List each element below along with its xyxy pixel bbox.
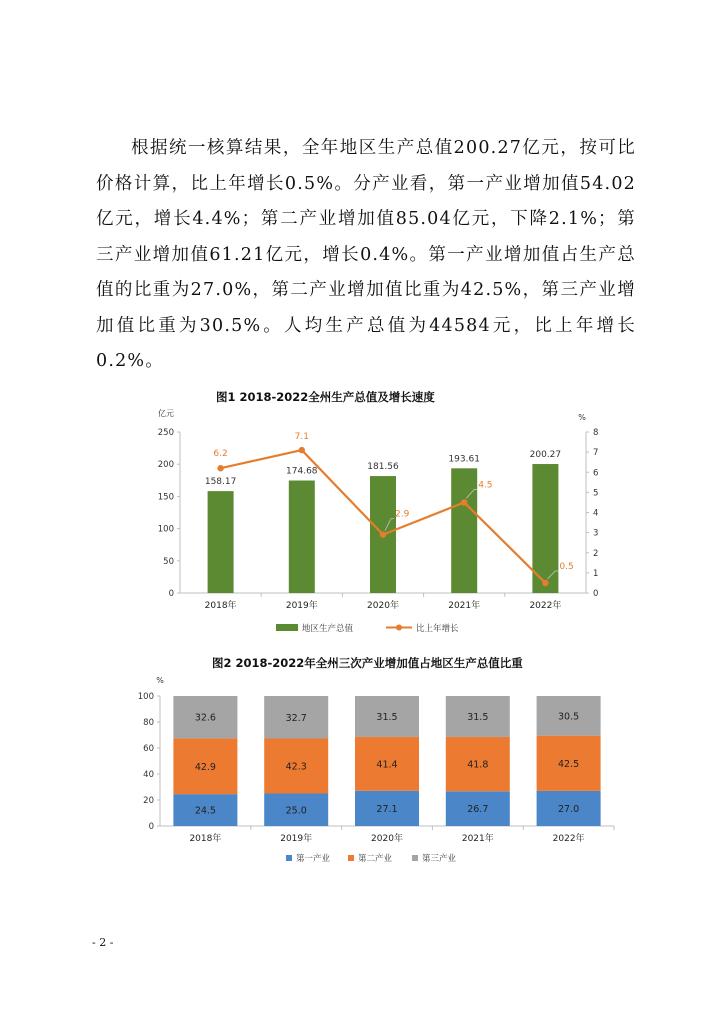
chart2-legend-swatch xyxy=(412,855,418,861)
chart2-segment-label: 32.6 xyxy=(194,712,216,724)
chart1-bar-label: 193.61 xyxy=(448,454,480,465)
chart2-segment-label: 24.5 xyxy=(194,805,216,817)
chart1-y-tick-label: 200 xyxy=(157,460,174,471)
chart2-y-tick-label: 20 xyxy=(143,796,154,806)
chart2-segment-label: 32.7 xyxy=(285,712,307,724)
chart1-growth-label: 4.5 xyxy=(478,480,493,491)
chart1-bar xyxy=(208,491,234,593)
chart2-segment-label: 41.4 xyxy=(376,759,398,771)
chart1-y2-tick-label: 0 xyxy=(593,589,599,599)
chart1-gdp-growth xyxy=(0,398,724,658)
chart2-legend-swatch xyxy=(348,855,354,861)
chart2-title: 图2 2018-2022年全州三次产业增加值占地区生产总值比重 xyxy=(212,656,523,670)
chart1-bar-label: 158.17 xyxy=(204,477,237,488)
chart2-segment-label: 26.7 xyxy=(467,804,489,816)
chart1-y2-tick-label: 3 xyxy=(593,528,599,539)
chart1-growth-point xyxy=(461,499,467,505)
chart1-y2-tick-label: 5 xyxy=(593,488,599,499)
chart2-segment-label: 31.5 xyxy=(467,711,489,723)
chart2-legend-label: 第二产业 xyxy=(358,854,393,864)
chart1-growth-point xyxy=(380,531,386,537)
chart1-y-tick-label: 150 xyxy=(157,492,174,503)
chart2-x-tick-label: 2018年 xyxy=(189,834,222,844)
chart2-industry-share xyxy=(0,668,724,898)
chart2-legend-label: 第一产业 xyxy=(296,854,331,864)
chart1-growth-point xyxy=(542,580,548,586)
chart1-x-tick-label: 2019年 xyxy=(285,601,318,611)
chart2-segment-label: 31.5 xyxy=(376,711,398,723)
chart1-bar xyxy=(451,468,477,593)
chart1-y2-tick-label: 6 xyxy=(593,468,599,479)
chart1-y-tick-label: 50 xyxy=(163,556,174,567)
chart2-y-tick-label: 60 xyxy=(143,744,154,754)
chart1-x-tick-label: 2018年 xyxy=(204,601,237,611)
page-number: - 2 - xyxy=(92,936,114,949)
chart1-x-tick-label: 2020年 xyxy=(367,601,399,611)
chart2-x-tick-label: 2021年 xyxy=(461,834,494,844)
chart2-y-tick-label: 100 xyxy=(137,692,154,702)
chart2-x-tick-label: 2020年 xyxy=(371,834,403,844)
chart1-y-unit: 亿元 xyxy=(158,409,174,418)
chart1-y-tick-label: 100 xyxy=(157,524,174,535)
chart2-y-tick-label: 0 xyxy=(148,822,154,832)
chart1-x-tick-label: 2021年 xyxy=(448,601,481,611)
chart2-segment-label: 27.1 xyxy=(376,803,398,815)
body-paragraph: 根据统一核算结果，全年地区生产总值200.27亿元，按可比价格计算，比上年增长0.5%。分产业看，第一产业增加值54.02亿元，增长4.4%；第二产业增加值85.04亿元，下降2.1%；第三产业增加值61.21亿元，增长0.4%。第一产业增加值占生产总值的比重为27.0%，第二产业增加值比重为42.5%，第三产业增加值比重为30.5%。人均生产总值为44584元，比上年增长0.2%。 xyxy=(96,138,636,371)
chart1-bar-label: 200.27 xyxy=(529,450,562,461)
chart1-growth-label: 2.9 xyxy=(395,509,410,520)
chart1-y2-tick-label: 4 xyxy=(593,508,599,519)
chart1-legend-swatch-bars xyxy=(276,624,298,631)
chart2-segment-label: 42.9 xyxy=(194,761,216,773)
chart1-bar-label: 181.56 xyxy=(367,462,399,473)
chart2-segment-label: 41.8 xyxy=(467,759,489,771)
chart2-segment-label: 27.0 xyxy=(558,803,580,815)
chart1-bar-label: 174.68 xyxy=(286,466,318,477)
chart2-y-unit: % xyxy=(156,676,164,685)
chart2-x-tick-label: 2022年 xyxy=(552,834,585,844)
chart1-growth-point xyxy=(299,447,305,453)
chart1-x-tick-label: 2022年 xyxy=(529,601,562,611)
chart1-y2-tick-label: 2 xyxy=(593,548,599,559)
chart1-y2-unit: % xyxy=(578,413,586,422)
chart1-y2-tick-label: 7 xyxy=(593,448,599,459)
chart1-y-tick-label: 0 xyxy=(168,589,174,599)
chart1-growth-label: 6.2 xyxy=(213,449,228,460)
chart1-title: 图1 2018-2022全州生产总值及增长速度 xyxy=(216,390,435,404)
chart1-legend-marker xyxy=(396,625,402,631)
chart1-y2-tick-label: 8 xyxy=(593,428,599,438)
chart2-segment-label: 25.0 xyxy=(285,805,307,817)
chart2-y-tick-label: 80 xyxy=(143,718,154,728)
chart2-segment-label: 42.3 xyxy=(285,761,307,773)
chart1-y-tick-label: 250 xyxy=(157,428,174,438)
chart1-growth-point xyxy=(217,465,223,471)
chart1-legend-label-line: 比上年增长 xyxy=(416,624,459,634)
chart2-segment-label: 42.5 xyxy=(558,758,580,770)
chart2-legend-label: 第三产业 xyxy=(422,854,457,864)
chart1-legend-label-bars: 地区生产总值 xyxy=(302,624,354,634)
chart1-bar xyxy=(289,481,315,593)
chart2-legend-swatch xyxy=(286,855,292,861)
chart2-x-tick-label: 2019年 xyxy=(280,834,313,844)
chart1-growth-label: 0.5 xyxy=(559,561,574,572)
chart2-y-tick-label: 40 xyxy=(143,770,154,780)
chart2-segment-label: 30.5 xyxy=(558,711,580,723)
chart1-growth-label: 7.1 xyxy=(294,432,309,443)
chart1-y2-tick-label: 1 xyxy=(593,568,599,579)
